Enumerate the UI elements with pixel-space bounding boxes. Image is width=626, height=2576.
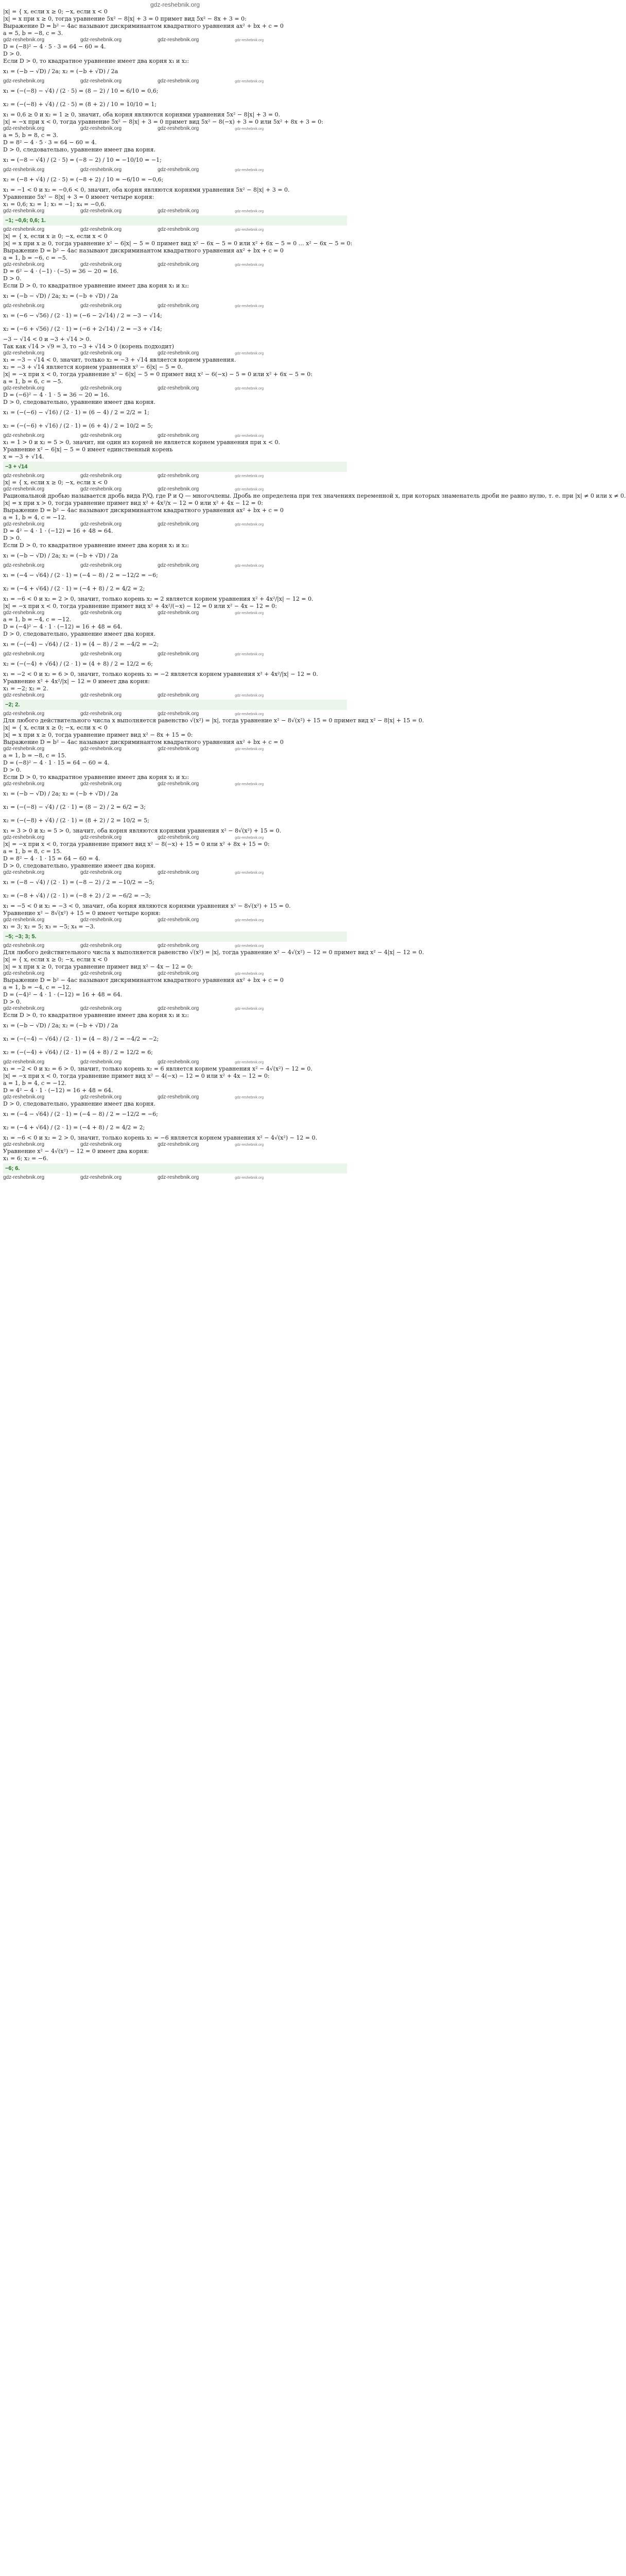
solution-line: x₁ = −2 < 0 и x₂ = 6 > 0, значит, только корень x₂ = 6 является корнем уравнения x² − 4√(x²) − 12 = 0. <box>3 1065 312 1072</box>
watermark-text: gdz-reshebnik.org <box>158 126 199 131</box>
watermark-text: gdz-reshebnik.org <box>235 210 264 213</box>
watermark-text: gdz-reshebnik.org <box>3 610 45 616</box>
watermark-text: gdz-reshebnik.org <box>3 486 45 492</box>
solution-line: |x| = −x при x < 0, тогда уравнение примет вид x² − 8(−x) + 15 = 0 или x² + 8x + 15 = 0: <box>3 841 270 848</box>
solution-line: x₁ = 0,6; x₂ = 1; x₃ = −1; x₄ = −0,6. <box>3 201 106 208</box>
solution-line: x₁ = (−6 − √56) / (2 · 1) = (−6 − 2√14) / 2 = −3 − √14; <box>3 312 162 319</box>
watermark-row <box>3 227 347 233</box>
watermark-row <box>3 746 347 752</box>
solution-line: x₁ = (−b − √D) / 2a; x₂ = (−b + √D) / 2a <box>3 790 118 797</box>
watermark-text: gdz-reshebnik.org <box>80 1142 122 1147</box>
solution-line: x₁ = 6; x₂ = −6. <box>3 1155 48 1162</box>
watermark-text: gdz-reshebnik.org <box>158 692 199 698</box>
watermark-row <box>3 37 347 43</box>
watermark-text: gdz-reshebnik.org <box>235 783 264 786</box>
solution-section <box>3 717 424 949</box>
watermark-text: gdz-reshebnik.org <box>235 127 264 131</box>
watermark-text: gdz-reshebnik.org <box>3 208 45 214</box>
watermark-text: gdz-reshebnik.org <box>3 1094 45 1100</box>
solution-line: a = 5, b = 8, c = 3. <box>3 132 58 139</box>
solution-line: x₁ = 0,6 ≥ 0 и x₂ = 1 ≥ 0, значит, оба корня являются корнями уравнения 5x² − 8|x| + 3 = 0. <box>3 111 281 118</box>
watermark-text: gdz-reshebnik.org <box>80 262 122 267</box>
watermark-text: gdz-reshebnik.org <box>3 262 45 267</box>
solution-line: x₁ = (−(−4) − √64) / (2 · 1) = (4 − 8) / 2 = −4/2 = −2; <box>3 1036 159 1042</box>
solution-line: |x| = { x, если x ≥ 0; −x, если x < 0 <box>3 8 108 15</box>
solution-line: Уравнение x² − 8√(x²) + 15 = 0 имеет четыре корня: <box>3 910 161 917</box>
solution-line: x₁ = (−4 − √64) / (2 · 1) = (−4 − 8) / 2 = −12/2 = −6; <box>3 572 158 579</box>
solution-line: D > 0. <box>3 767 22 773</box>
watermark-text: gdz-reshebnik.org <box>158 943 199 948</box>
watermark-text: gdz-reshebnik.org <box>235 474 264 478</box>
solution-line: a = 1, b = −6, c = −5. <box>3 255 68 261</box>
solution-line: D > 0. <box>3 998 22 1005</box>
watermark-text: gdz-reshebnik.org <box>80 917 122 923</box>
solution-line: |x| = { x, если x ≥ 0; −x, если x < 0 <box>3 956 108 963</box>
watermark-row <box>3 433 347 439</box>
solution-line: Выражение D = b² − 4ac называют дискриминантом квадратного уравнения ax² + bx + c = 0 <box>3 507 284 514</box>
watermark-row <box>3 692 347 699</box>
watermark-text: gdz-reshebnik.org <box>235 836 264 840</box>
solution-line: Если D > 0, то квадратное уравнение имеет два корня x₁ и x₂: <box>3 58 189 64</box>
watermark-text: gdz-reshebnik.org <box>3 692 45 698</box>
solution-line: a = 1, b = 4, c = −12. <box>3 514 67 521</box>
watermark-row <box>3 781 347 787</box>
watermark-text: gdz-reshebnik.org <box>80 37 122 43</box>
watermark-text: gdz-reshebnik.org <box>235 972 264 976</box>
solution-line: Выражение D = b² − 4ac называют дискриминантом квадратного уравнения ax² + bx + c = 0 <box>3 23 284 29</box>
watermark-text: gdz-reshebnik.org <box>3 473 45 479</box>
watermark-text: gdz-reshebnik.org <box>235 1143 264 1147</box>
watermark-text: gdz-reshebnik.org <box>3 711 45 717</box>
solution-line: x₂ = (−(−8) + √4) / (2 · 1) = (8 + 2) / 2 = 10/2 = 5; <box>3 817 149 824</box>
watermark-row <box>3 521 347 528</box>
solution-line: Уравнение x² − 4√(x²) − 12 = 0 имеет два корня: <box>3 1148 149 1155</box>
watermark-text: gdz-reshebnik.org <box>158 1175 199 1180</box>
watermark-text: gdz-reshebnik.org <box>235 434 264 438</box>
watermark-text: gdz-reshebnik.org <box>235 564 264 568</box>
watermark-text: gdz-reshebnik.org <box>235 263 264 267</box>
solution-line: D = 8² − 4 · 5 · 3 = 64 − 60 = 4. <box>3 139 97 146</box>
watermark-text: gdz-reshebnik.org <box>80 746 122 752</box>
watermark-text: gdz-reshebnik.org <box>80 350 122 356</box>
answer-box: −2; 2. <box>3 700 347 710</box>
watermark-text: gdz-reshebnik.org <box>158 870 199 875</box>
solution-line: x₂ = (−8 + √4) / (2 · 5) = (−8 + 2) / 10 = −6/10 = −0,6; <box>3 176 164 183</box>
watermark-row <box>3 473 347 479</box>
watermark-text: gdz-reshebnik.org <box>80 870 122 875</box>
solution-line: |x| = { x, если x ≥ 0; −x, если x < 0 <box>3 479 108 486</box>
solution-line: x₁ = (−b − √D) / 2a; x₂ = (−b + √D) / 2a <box>3 293 118 299</box>
watermark-text: gdz-reshebnik.org <box>235 748 264 751</box>
solution-line: Уравнение x² + 4x²/|x| − 12 = 0 имеет два корня: <box>3 678 150 685</box>
watermark-text: gdz-reshebnik.org <box>80 781 122 787</box>
watermark-text: gdz-reshebnik.org <box>80 971 122 976</box>
watermark-text: gdz-reshebnik.org <box>158 1006 199 1011</box>
watermark-row <box>3 835 347 841</box>
solution-line: Если D > 0, то квадратное уравнение имеет два корня x₁ и x₂: <box>3 282 189 289</box>
site-header[interactable]: gdz-reshebnik.org <box>150 1 200 8</box>
solution-line: x₂ = (−4 + √64) / (2 · 1) = (−4 + 8) / 2 = 4/2 = 2; <box>3 1124 145 1131</box>
solution-line: D > 0. <box>3 535 22 541</box>
watermark-text: gdz-reshebnik.org <box>235 1096 264 1099</box>
solution-line: x₁ = (−b − √D) / 2a; x₂ = (−b + √D) / 2a <box>3 552 118 559</box>
watermark-text: gdz-reshebnik.org <box>235 944 264 948</box>
solution-line: D = (−8)² − 4 · 1 · 15 = 64 − 60 = 4. <box>3 759 110 766</box>
answer-box: −5; −3; 3; 5. <box>3 931 347 942</box>
watermark-text: gdz-reshebnik.org <box>3 303 45 309</box>
solution-line: |x| = −x при x < 0, тогда уравнение 5x² − 8|x| + 3 = 0 примет вид 5x² − 8(−x) + 3 = 0 или 5x² + 8x + 3 = 0: <box>3 118 323 125</box>
solution-line: Рациональной дробью называется дробь вида P/Q, где P и Q — многочлены. Дробь не определена при тех значениях переменной x, при которых знаменатель дроби не равно нулю, т. е. при |x| ≠ 0 или x ≠ 0. <box>3 493 626 499</box>
watermark-text: gdz-reshebnik.org <box>80 1006 122 1011</box>
watermark-row <box>3 1006 347 1012</box>
solution-line: Выражение D = b² − 4ac называют дискриминантом квадратного уравнения ax² + bx + c = 0 <box>3 977 284 984</box>
watermark-text: gdz-reshebnik.org <box>235 612 264 615</box>
answer-box: −1; −0,6; 0,6; 1. <box>3 215 347 226</box>
watermark-text: gdz-reshebnik.org <box>3 917 45 923</box>
watermark-text: gdz-reshebnik.org <box>235 39 264 42</box>
watermark-text: gdz-reshebnik.org <box>80 227 122 232</box>
watermark-text: gdz-reshebnik.org <box>235 80 264 83</box>
solution-line: Выражение D = b² − 4ac называют дискриминантом квадратного уравнения ax² + bx + c = 0 <box>3 247 284 254</box>
solution-line: x₁ = (−b − √D) / 2a; x₂ = (−b + √D) / 2a <box>3 1022 118 1029</box>
watermark-text: gdz-reshebnik.org <box>3 1175 45 1180</box>
solution-line: −3 − √14 < 0 и −3 + √14 > 0. <box>3 336 92 343</box>
solution-line: D = 6² − 4 · (−1) · (−5) = 36 − 20 = 16. <box>3 268 119 275</box>
watermark-text: gdz-reshebnik.org <box>3 651 45 657</box>
watermark-text: gdz-reshebnik.org <box>158 651 199 657</box>
watermark-text: gdz-reshebnik.org <box>3 781 45 787</box>
solution-line: Если D > 0, то квадратное уравнение имеет два корня x₁ и x₂: <box>3 774 189 781</box>
watermark-text: gdz-reshebnik.org <box>235 228 264 232</box>
watermark-row <box>3 350 347 357</box>
solution-line: |x| = { x, если x ≥ 0; −x, если x < 0 <box>3 233 108 240</box>
solution-line: Если D > 0, то квадратное уравнение имеет два корня x₁ и x₂: <box>3 1012 189 1019</box>
watermark-text: gdz-reshebnik.org <box>235 488 264 492</box>
watermark-row <box>3 943 347 949</box>
watermark-text: gdz-reshebnik.org <box>158 385 199 391</box>
solution-line: x₂ = (−(−6) + √16) / (2 · 1) = (6 + 4) / 2 = 10/2 = 5; <box>3 422 153 429</box>
solution-line: x₁ = (−(−8) − √4) / (2 · 5) = (8 − 2) / 10 = 6/10 = 0,6; <box>3 88 159 94</box>
solution-line: D > 0. <box>3 50 22 57</box>
solution-line: D = (−8)² − 4 · 5 · 3 = 64 − 60 = 4. <box>3 43 106 50</box>
watermark-row <box>3 651 347 657</box>
solution-line: D = (−4)² − 4 · 1 · (−12) = 16 + 48 = 64. <box>3 623 123 630</box>
solution-line: x₂ = (−6 + √56) / (2 · 1) = (−6 + 2√14) / 2 = −3 + √14; <box>3 326 162 332</box>
watermark-text: gdz-reshebnik.org <box>80 711 122 717</box>
watermark-text: gdz-reshebnik.org <box>158 781 199 787</box>
solution-line: D = (−6)² − 4 · 1 · 5 = 36 − 20 = 16. <box>3 392 110 398</box>
watermark-row <box>3 303 347 309</box>
watermark-text: gdz-reshebnik.org <box>80 651 122 657</box>
watermark-row <box>3 486 347 493</box>
watermark-text: gdz-reshebnik.org <box>158 917 199 923</box>
watermark-row <box>3 262 347 268</box>
solution-content <box>0 8 626 1181</box>
solution-line: a = 1, b = 8, c = 15. <box>3 848 62 855</box>
solution-line: |x| = x при x ≥ 0, тогда уравнение x² − 6|x| − 5 = 0 примет вид x² − 6x − 5 = 0 или x² + 6x − 5 = 0 … x² − 6x − 5 = 0: <box>3 240 353 247</box>
watermark-text: gdz-reshebnik.org <box>80 943 122 948</box>
watermark-text: gdz-reshebnik.org <box>3 1142 45 1147</box>
solution-section <box>3 479 626 717</box>
watermark-text: gdz-reshebnik.org <box>158 208 199 214</box>
watermark-text: gdz-reshebnik.org <box>80 303 122 309</box>
watermark-text: gdz-reshebnik.org <box>158 37 199 43</box>
watermark-text: gdz-reshebnik.org <box>158 835 199 840</box>
solution-line: Так как √14 > √9 = 3, то −3 + √14 > 0 (корень подходит) <box>3 343 175 350</box>
solution-line: x₁ = (−4 − √64) / (2 · 1) = (−4 − 8) / 2 = −12/2 = −6; <box>3 1111 158 1117</box>
watermark-text: gdz-reshebnik.org <box>3 746 45 752</box>
watermark-text: gdz-reshebnik.org <box>3 1006 45 1011</box>
solution-line: D > 0, следовательно, уравнение имеет два корня. <box>3 862 155 869</box>
solution-line: a = 1, b = −4, c = −12. <box>3 984 72 991</box>
solution-line: D = 4² − 4 · 1 · (−12) = 16 + 48 = 64. <box>3 528 113 534</box>
watermark-text: gdz-reshebnik.org <box>158 473 199 479</box>
watermark-text: gdz-reshebnik.org <box>3 227 45 232</box>
solution-line: D = (−4)² − 4 · 1 · (−12) = 16 + 48 = 64. <box>3 991 123 998</box>
solution-line: |x| = x при x ≥ 0, тогда уравнение примет вид x² − 8x + 15 = 0: <box>3 732 193 738</box>
watermark-text: gdz-reshebnik.org <box>3 971 45 976</box>
watermark-text: gdz-reshebnik.org <box>3 563 45 568</box>
solution-line: x₁ = −5 < 0 и x₂ = −3 < 0, значит, оба корня являются корнями уравнения x² − 8√(x²) + 15 = 0. <box>3 903 291 909</box>
watermark-text: gdz-reshebnik.org <box>3 521 45 527</box>
answer-box: −6; 6. <box>3 1163 347 1174</box>
solution-line: x₁ = −2 < 0 и x₂ = 6 > 0, значит, только корень x₁ = −2 является корнем уравнения x² + 4x²/|x| − 12 = 0. <box>3 671 318 677</box>
solution-line: x₂ = (−(−4) + √64) / (2 · 1) = (4 + 8) / 2 = 12/2 = 6; <box>3 1049 153 1056</box>
watermark-text: gdz-reshebnik.org <box>235 1061 264 1064</box>
watermark-text: gdz-reshebnik.org <box>235 713 264 716</box>
solution-line: a = 1, b = −4, c = −12. <box>3 616 72 623</box>
watermark-text: gdz-reshebnik.org <box>80 1059 122 1065</box>
watermark-row <box>3 1175 347 1181</box>
watermark-text: gdz-reshebnik.org <box>158 1059 199 1065</box>
solution-line: x₂ = (−4 + √64) / (2 · 1) = (−4 + 8) / 2 = 4/2 = 2; <box>3 585 145 592</box>
watermark-text: gdz-reshebnik.org <box>158 262 199 267</box>
solution-section <box>3 8 347 233</box>
watermark-text: gdz-reshebnik.org <box>235 523 264 527</box>
watermark-text: gdz-reshebnik.org <box>80 610 122 616</box>
watermark-text: gdz-reshebnik.org <box>158 78 199 84</box>
solution-line: x₁ = (−8 − √4) / (2 · 1) = (−8 − 2) / 2 = −10/2 = −5; <box>3 879 154 886</box>
watermark-text: gdz-reshebnik.org <box>235 304 264 308</box>
solution-line: D = 8² − 4 · 1 · 15 = 64 − 60 = 4. <box>3 855 100 862</box>
watermark-text: gdz-reshebnik.org <box>235 919 264 922</box>
watermark-text: gdz-reshebnik.org <box>80 126 122 131</box>
solution-line: |x| = x при x > 0, тогда уравнение примет вид x² + 4x²/x − 12 = 0 или x² + 4x − 12 = 0: <box>3 500 263 506</box>
watermark-text: gdz-reshebnik.org <box>80 1175 122 1180</box>
watermark-text: gdz-reshebnik.org <box>80 692 122 698</box>
watermark-text: gdz-reshebnik.org <box>3 1059 45 1065</box>
solution-line: a = 5, b = −8, c = 3. <box>3 30 63 37</box>
solution-line: Если D > 0, то квадратное уравнение имеет два корня x₁ и x₂: <box>3 542 189 549</box>
solution-line: Уравнение 5x² − 8|x| + 3 = 0 имеет четыре корня: <box>3 194 154 200</box>
watermark-text: gdz-reshebnik.org <box>158 563 199 568</box>
solution-line: |x| = −x при x < 0, тогда уравнение примет вид x² − 4(−x) − 12 = 0 или x² + 4x − 12 = 0: <box>3 1073 270 1079</box>
solution-line: x₁ = (−8 − √4) / (2 · 5) = (−8 − 2) / 10 = −10/10 = −1; <box>3 157 162 163</box>
watermark-text: gdz-reshebnik.org <box>235 1007 264 1011</box>
solution-line: Для любого действительного числа x выполняется равенство √(x²) = |x|, тогда уравнение x² − 4√(x²) − 12 = 0 примет вид x² − 4|x| − 12 = 0. <box>3 949 424 956</box>
watermark-text: gdz-reshebnik.org <box>235 387 264 391</box>
solution-line: x₁ = (−(−4) − √64) / (2 · 1) = (4 − 8) / 2 = −4/2 = −2; <box>3 641 159 648</box>
watermark-row <box>3 711 347 717</box>
watermark-text: gdz-reshebnik.org <box>158 711 199 717</box>
watermark-text: gdz-reshebnik.org <box>158 610 199 616</box>
solution-line: x₂ = (−(−8) + √4) / (2 · 5) = (8 + 2) / 10 = 10/10 = 1; <box>3 101 156 108</box>
solution-line: x₁ = 1 > 0 и x₂ = 5 > 0, значит, ни один из корней не является корнем уравнения при x < 0. <box>3 439 281 446</box>
watermark-text: gdz-reshebnik.org <box>80 835 122 840</box>
watermark-text: gdz-reshebnik.org <box>80 385 122 391</box>
solution-line: a = 1, b = −8, c = 15. <box>3 752 67 759</box>
solution-line: x = −3 + √14. <box>3 453 44 460</box>
watermark-text: gdz-reshebnik.org <box>235 1176 264 1180</box>
solution-line: a = 1, b = 6, c = −5. <box>3 378 63 385</box>
watermark-text: gdz-reshebnik.org <box>158 521 199 527</box>
solution-line: D > 0, следовательно, уравнение имеет два корня. <box>3 631 155 637</box>
solution-line: x₁ = (−(−8) − √4) / (2 · 1) = (8 − 2) / 2 = 6/2 = 3; <box>3 804 146 810</box>
watermark-text: gdz-reshebnik.org <box>80 78 122 84</box>
watermark-text: gdz-reshebnik.org <box>158 303 199 309</box>
watermark-text: gdz-reshebnik.org <box>3 385 45 391</box>
solution-line: D = 4² − 4 · 1 · (−12) = 16 + 48 = 64. <box>3 1087 113 1094</box>
solution-line: x₁ = −6 < 0 и x₂ = 2 > 0, значит, только корень x₂ = 2 является корнем уравнения x² + 4x²/|x| − 12 = 0. <box>3 596 314 602</box>
watermark-row <box>3 167 347 173</box>
solution-line: x₁ = −6 < 0 и x₂ = 2 > 0, значит, только корень x₁ = −6 является корнем уравнения x² − 4√(x²) − 12 = 0. <box>3 1134 318 1141</box>
watermark-text: gdz-reshebnik.org <box>158 350 199 356</box>
watermark-row <box>3 78 347 84</box>
watermark-text: gdz-reshebnik.org <box>158 1142 199 1147</box>
watermark-row <box>3 610 347 616</box>
solution-line: x₂ = −3 + √14 является корнем уравнения x² − 6|x| − 5 = 0. <box>3 364 183 370</box>
solution-line: x₁ = (−b − √D) / 2a; x₂ = (−b + √D) / 2a <box>3 68 118 75</box>
watermark-text: gdz-reshebnik.org <box>235 168 264 172</box>
watermark-row <box>3 126 347 132</box>
solution-line: x₂ = (−(−4) + √64) / (2 · 1) = (4 + 8) / 2 = 12/2 = 6; <box>3 660 153 667</box>
watermark-text: gdz-reshebnik.org <box>158 971 199 976</box>
watermark-text: gdz-reshebnik.org <box>158 746 199 752</box>
solution-line: |x| = −x при x < 0, тогда уравнение x² − 6|x| − 5 = 0 примет вид x² − 6(−x) − 5 = 0 или x² + 6x − 5 = 0: <box>3 371 312 378</box>
watermark-text: gdz-reshebnik.org <box>235 352 264 355</box>
solution-line: x₁ = −3 − √14 < 0, значит, только x₂ = −3 + √14 является корнем уравнения. <box>3 357 236 363</box>
watermark-text: gdz-reshebnik.org <box>3 167 45 173</box>
solution-section <box>3 233 353 479</box>
solution-line: D > 0, следовательно, уравнение имеет два корня. <box>3 1100 155 1107</box>
watermark-text: gdz-reshebnik.org <box>235 871 264 875</box>
watermark-row <box>3 385 347 392</box>
watermark-text: gdz-reshebnik.org <box>3 37 45 43</box>
watermark-text: gdz-reshebnik.org <box>80 563 122 568</box>
watermark-text: gdz-reshebnik.org <box>3 350 45 356</box>
watermark-text: gdz-reshebnik.org <box>80 521 122 527</box>
watermark-text: gdz-reshebnik.org <box>3 835 45 840</box>
watermark-text: gdz-reshebnik.org <box>80 433 122 438</box>
solution-line: x₁ = −2; x₂ = 2. <box>3 685 48 692</box>
watermark-row <box>3 971 347 977</box>
watermark-row <box>3 563 347 569</box>
solution-line: Для любого действительного числа x выполняется равенство √(x²) = |x|, тогда уравнение x² − 8√(x²) + 15 = 0 примет вид x² − 8|x| + 15 = 0. <box>3 717 424 724</box>
watermark-row <box>3 1059 347 1065</box>
watermark-text: gdz-reshebnik.org <box>3 433 45 438</box>
watermark-text: gdz-reshebnik.org <box>3 78 45 84</box>
watermark-text: gdz-reshebnik.org <box>80 1094 122 1100</box>
solution-line: a = 1, b = 4, c = −12. <box>3 1080 67 1087</box>
solution-line: x₁ = −1 < 0 и x₂ = −0,6 < 0, значит, оба корня являются корнями уравнения 5x² − 8|x| + 3 = 0. <box>3 187 290 193</box>
solution-line: D > 0. <box>3 275 22 282</box>
watermark-text: gdz-reshebnik.org <box>235 653 264 656</box>
solution-line: x₁ = 3 > 0 и x₂ = 5 > 0, значит, оба корня являются корнями уравнения x² − 8√(x²) + 15 = 0. <box>3 827 282 834</box>
watermark-text: gdz-reshebnik.org <box>3 870 45 875</box>
watermark-text: gdz-reshebnik.org <box>3 126 45 131</box>
watermark-row <box>3 1142 347 1148</box>
solution-line: x₂ = (−8 + √4) / (2 · 1) = (−8 + 2) / 2 = −6/2 = −3; <box>3 892 151 899</box>
watermark-text: gdz-reshebnik.org <box>158 433 199 438</box>
watermark-text: gdz-reshebnik.org <box>80 208 122 214</box>
watermark-text: gdz-reshebnik.org <box>80 167 122 173</box>
solution-line: x₁ = 3; x₂ = 5; x₃ = −5; x₄ = −3. <box>3 923 95 930</box>
solution-line: |x| = x при x ≥ 0, тогда уравнение примет вид x² − 4x − 12 = 0: <box>3 963 193 970</box>
watermark-row <box>3 1094 347 1100</box>
watermark-text: gdz-reshebnik.org <box>158 1094 199 1100</box>
solution-line: |x| = −x при x < 0, тогда уравнение примет вид x² + 4x²/(−x) − 12 = 0 или x² − 4x − 12 = 0: <box>3 603 277 609</box>
watermark-text: gdz-reshebnik.org <box>235 694 264 698</box>
watermark-row <box>3 870 347 876</box>
solution-line: |x| = { x, если x ≥ 0; −x, если x < 0 <box>3 724 108 731</box>
solution-line: x₁ = (−(−6) − √16) / (2 · 1) = (6 − 4) / 2 = 2/2 = 1; <box>3 409 149 416</box>
watermark-text: gdz-reshebnik.org <box>3 943 45 948</box>
solution-line: |x| = x при x ≥ 0, тогда уравнение 5x² − 8|x| + 3 = 0 примет вид 5x² − 8x + 3 = 0: <box>3 15 247 22</box>
solution-line: Выражение D = b² − 4ac называют дискриминантом квадратного уравнения ax² + bx + c = 0 <box>3 739 284 745</box>
solution-line: D > 0, следовательно, уравнение имеет два корня. <box>3 146 155 153</box>
watermark-text: gdz-reshebnik.org <box>80 486 122 492</box>
watermark-text: gdz-reshebnik.org <box>158 227 199 232</box>
watermark-row <box>3 917 347 923</box>
watermark-row <box>3 208 347 214</box>
solution-line: Уравнение x² − 6|x| − 5 = 0 имеет единственный корень <box>3 446 173 453</box>
solution-line: D > 0, следовательно, уравнение имеет два корня. <box>3 399 155 405</box>
watermark-text: gdz-reshebnik.org <box>158 486 199 492</box>
answer-box: −3 + √14 <box>3 462 347 472</box>
watermark-text: gdz-reshebnik.org <box>80 473 122 479</box>
watermark-text: gdz-reshebnik.org <box>158 167 199 173</box>
solution-section <box>3 949 424 1181</box>
